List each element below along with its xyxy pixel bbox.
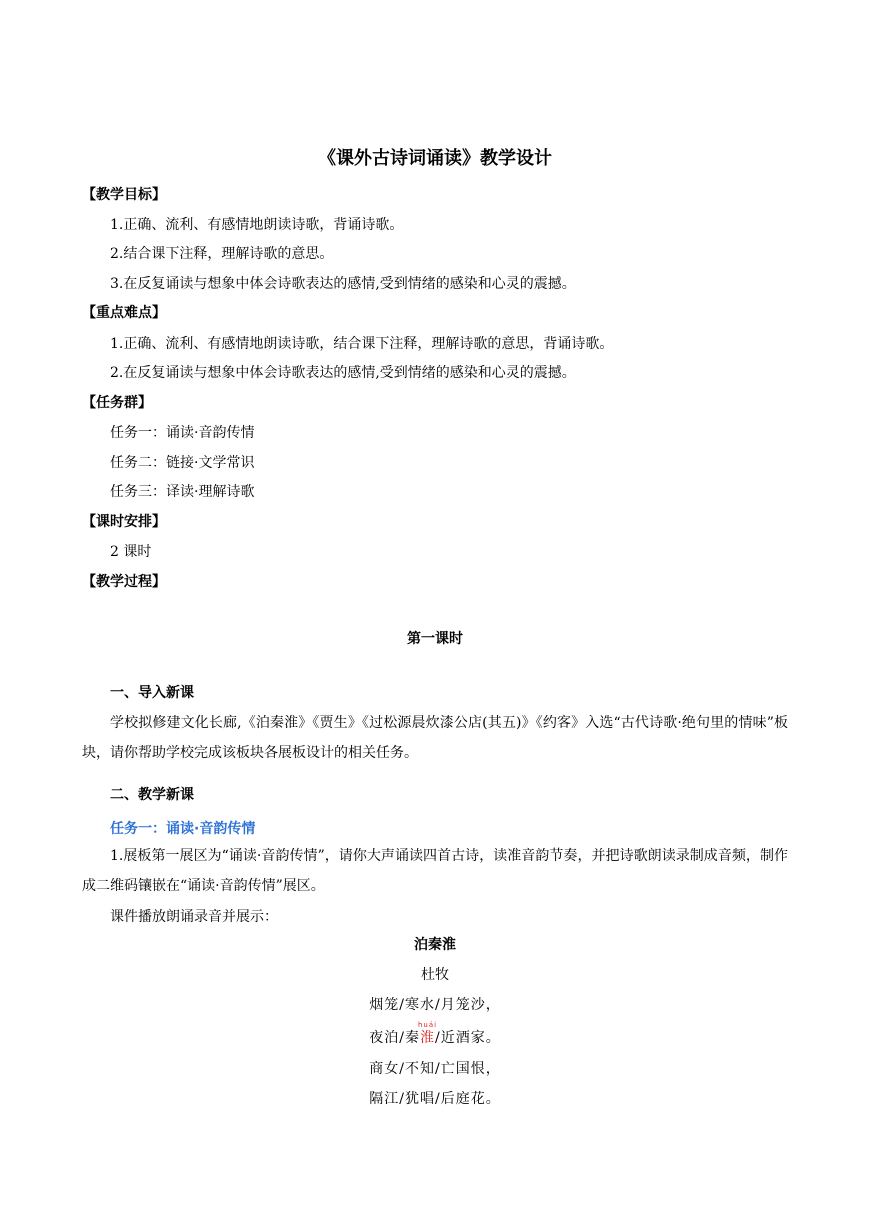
playback-text: 课件播放朗诵录音并展示： bbox=[110, 909, 278, 925]
poem-line-2 bbox=[0, 1021, 870, 1049]
key-points-heading: 【重点难点】 bbox=[82, 305, 166, 321]
poem-author: 杜牧 bbox=[421, 967, 449, 983]
ruby-char bbox=[417, 1021, 438, 1046]
task-item-2: 任务二：链接·文学常识 bbox=[110, 455, 255, 471]
schedule-value: 2 课时 bbox=[110, 544, 152, 560]
task-item-3: 任务三：译读·理解诗歌 bbox=[110, 484, 255, 500]
tasks-heading: 【任务群】 bbox=[82, 395, 152, 411]
poem-line-2-end: /近酒家。 bbox=[435, 1030, 501, 1046]
objective-item-1: 1.正确、流利、有感情地朗读诗歌，背诵诗歌。 bbox=[110, 217, 404, 233]
objective-item-2: 2.结合课下注释，理解诗歌的意思。 bbox=[110, 246, 334, 262]
task-one-title: 任务一：诵读·音韵传情 bbox=[110, 821, 256, 837]
key-point-item-1: 1.正确、流利、有感情地朗读诗歌，结合课下注释，理解诗歌的意思，背诵诗歌。 bbox=[110, 336, 614, 352]
poem-line-2-start: 夜泊/秦 bbox=[369, 1030, 420, 1046]
section1-heading: 一、导入新课 bbox=[110, 685, 194, 701]
poem-line-3: 商女/不知/亡国恨， bbox=[369, 1061, 501, 1077]
poem-title: 泊秦淮 bbox=[414, 937, 456, 953]
section2-heading: 二、教学新课 bbox=[110, 787, 194, 803]
poem-line-1: 烟笼/寒水/月笼沙， bbox=[369, 997, 501, 1013]
poem-line-4: 隔江/犹唱/后庭花。 bbox=[369, 1091, 501, 1107]
objectives-heading: 【教学目标】 bbox=[82, 187, 166, 203]
task-item-1: 任务一：诵读·音韵传情 bbox=[110, 425, 255, 441]
process-heading: 【教学过程】 bbox=[82, 574, 166, 590]
objective-item-3: 3.在反复诵读与想象中体会诗歌表达的感情,受到情绪的感染和心灵的震撼。 bbox=[110, 276, 576, 292]
task-one-text: 1.展板第一展区为“诵读·音韵传情”，请你大声诵读四首古诗，读准音韵节奏，并把诗歌朗读录制成音频，制作成二维码镶嵌在“诵读·音韵传情”展区。 bbox=[82, 848, 788, 894]
ruby-char-text: 淮 bbox=[420, 1030, 435, 1046]
lesson-title: 第一课时 bbox=[407, 631, 463, 647]
ruby-pinyin: huái bbox=[417, 1021, 438, 1029]
schedule-heading: 【课时安排】 bbox=[82, 514, 166, 530]
section1-text: 学校拟修建文化长廊,《泊秦淮》《贾生》《过松源晨炊漆公店(其五)》《约客》入选“古代诗歌·绝句里的情味”板块，请你帮助学校完成该板块各展板设计的相关任务。 bbox=[82, 715, 788, 761]
document-title: 《课外古诗词诵读》教学设计 bbox=[318, 148, 552, 169]
key-point-item-2: 2.在反复诵读与想象中体会诗歌表达的感情,受到情绪的感染和心灵的震撼。 bbox=[110, 365, 576, 381]
